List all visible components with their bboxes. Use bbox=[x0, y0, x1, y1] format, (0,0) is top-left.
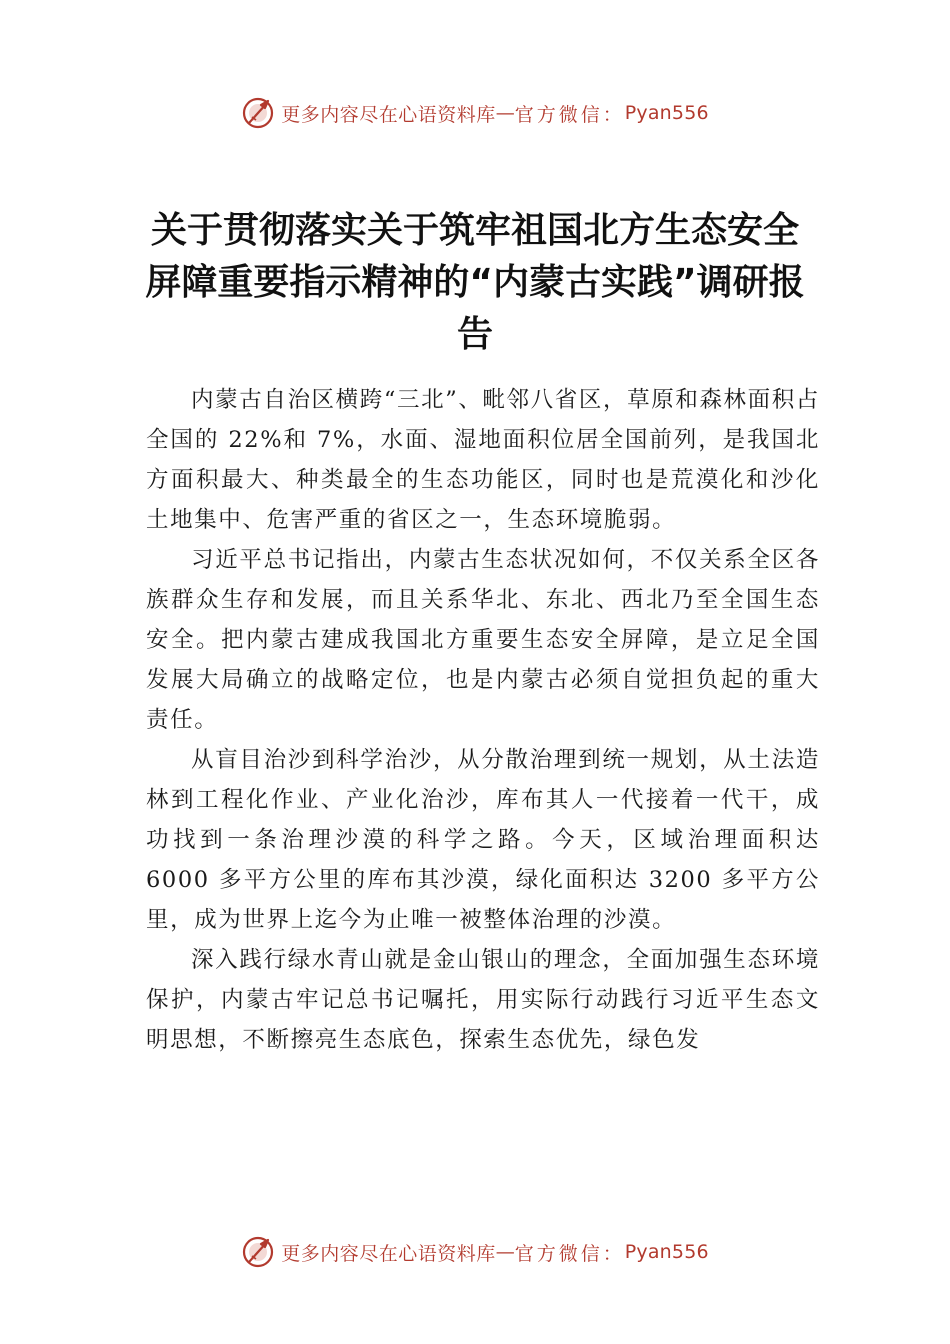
header-dash: — bbox=[495, 102, 515, 124]
quill-logo-icon bbox=[241, 96, 275, 130]
paragraph-2: 习近平总书记指出，内蒙古生态状况如何，不仅关系全区各族群众生存和发展，而且关系华北、东北、西北乃至全国生态安全。把内蒙古建成我国北方重要生态安全屏障，是立足全国发展大局确立的战略定位，也是内蒙古必须自觉担负起的重大责任。 bbox=[146, 547, 820, 733]
footer-banner bbox=[0, 1232, 950, 1272]
document-title: 关于贯彻落实关于筑牢祖国北方生态安全屏障重要指示精神的“内蒙古实践”调研报告 bbox=[145, 210, 805, 355]
header-main-text: 更多内容尽在心语资料库 bbox=[281, 103, 496, 126]
paragraph-1: 内蒙古自治区横跨“三北”、毗邻八省区，草原和森林面积占全国的 22%和 7%，水面、湿地面积位居全国前列，是我国北方面积最大、种类最全的生态功能区，同时也是荒漠化和沙化土地集中、危害严重的省区之一，生态环境脆弱。 bbox=[146, 387, 820, 533]
header-sub-text: 官方微信： bbox=[514, 103, 625, 126]
footer-wechat-id: Pyan556 bbox=[624, 1241, 709, 1263]
footer-sub-text: 官方微信： bbox=[514, 1242, 625, 1265]
document-body bbox=[146, 380, 820, 1060]
header-wechat-id: Pyan556 bbox=[624, 102, 709, 124]
header-banner bbox=[0, 93, 950, 133]
quill-logo-icon bbox=[241, 1235, 275, 1269]
footer-main-text: 更多内容尽在心语资料库 bbox=[281, 1242, 496, 1265]
footer-dash: — bbox=[495, 1241, 515, 1263]
paragraph-4: 深入践行绿水青山就是金山银山的理念，全面加强生态环境保护，内蒙古牢记总书记嘱托，用实际行动践行习近平生态文明思想，不断擦亮生态底色，探索生态优先，绿色发 bbox=[146, 947, 820, 1053]
paragraph-3: 从盲目治沙到科学治沙，从分散治理到统一规划，从土法造林到工程化作业、产业化治沙，库布其人一代接着一代干，成功找到一条治理沙漠的科学之路。今天，区域治理面积达 6000 多平方公里的库布其沙漠，绿化面积达 3200 多平方公里，成为世界上迄今为止唯一被整体治理的沙漠。 bbox=[146, 747, 820, 933]
